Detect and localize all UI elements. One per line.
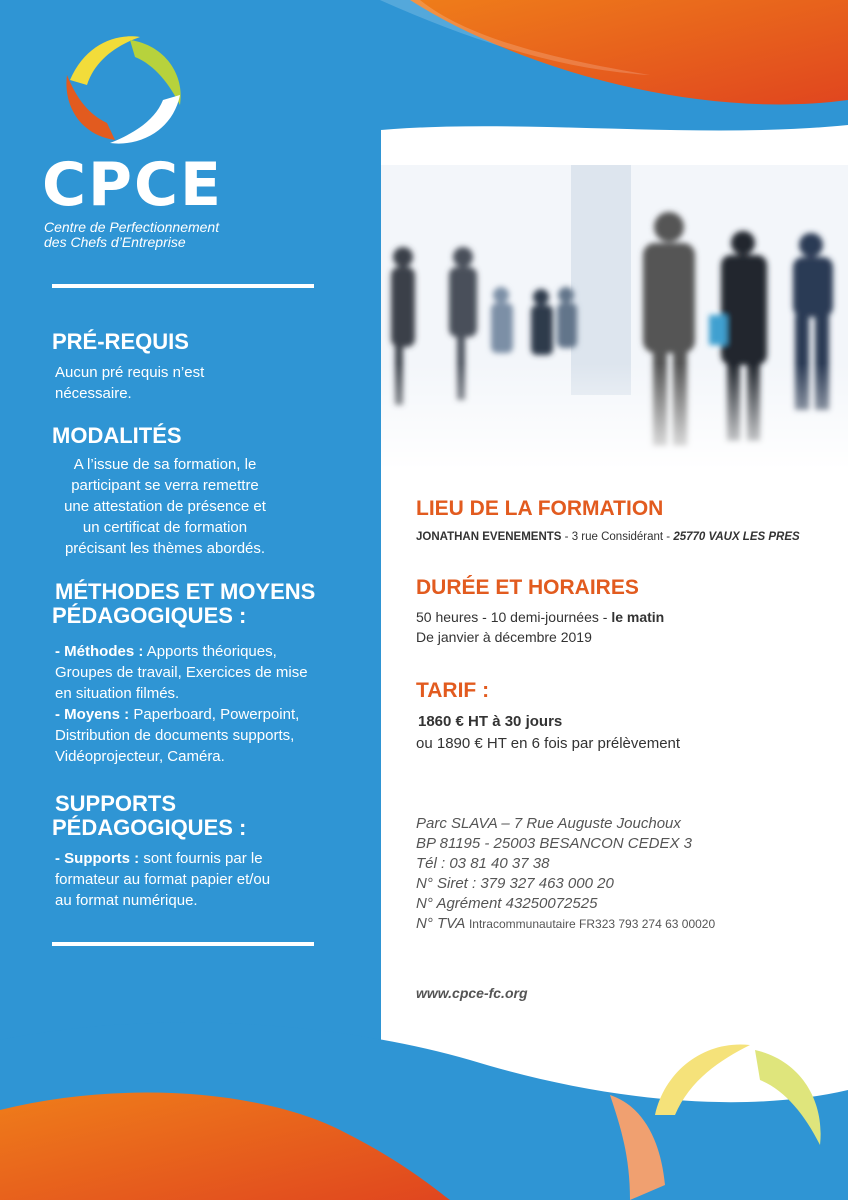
bottom-divider <box>52 942 314 946</box>
address-line: Parc SLAVA – 7 Rue Auguste Jouchoux <box>416 815 681 832</box>
modalites-line: précisant les thèmes abordés. <box>64 540 266 557</box>
methodes-title <box>52 579 316 628</box>
duree-text <box>416 607 664 647</box>
duree-time: le matin <box>611 609 665 625</box>
moyens-line: Distribution de documents supports, <box>55 727 295 744</box>
modalites-line: un certificat de formation <box>82 519 248 536</box>
cpce-address <box>416 814 715 934</box>
brand-subtitle <box>44 219 220 250</box>
tarif-title: TARIF : <box>416 679 490 702</box>
brand-subtitle-line1: Centre de Perfectionnement <box>44 219 220 235</box>
address-tva: Intracommunautaire FR323 793 274 63 00020 <box>468 917 716 931</box>
address-line: BP 81195 - 25003 BESANCON CEDEX 3 <box>416 835 692 852</box>
methodes-line: Groupes de travail, Exercices de mise <box>55 664 308 681</box>
modalites-title: MODALITÉS <box>52 423 182 448</box>
moyens-value: Paperboard, Powerpoint, <box>133 706 300 723</box>
lieu-details <box>416 531 800 543</box>
brand-name: CPCE <box>42 150 224 220</box>
modalites-line: A l’issue de sa formation, le <box>73 456 257 473</box>
address-agrement: N° Agrément 43250072525 <box>416 895 598 912</box>
duree-title: DURÉE ET HORAIRES <box>416 576 639 599</box>
supports-text <box>55 848 270 911</box>
methodes-title-line: MÉTHODES ET MOYENS <box>55 579 316 604</box>
supports-line: au format numérique. <box>55 892 198 909</box>
methodes-label: - Méthodes : <box>55 643 144 660</box>
website-link[interactable]: www.cpce-fc.org <box>416 985 528 1001</box>
prerequis-line: nécessaire. <box>55 385 132 402</box>
duree-line1: 50 heures - 10 demi-journées - <box>416 609 608 625</box>
methodes-line: en situation filmés. <box>55 685 180 702</box>
methodes-title-line: PÉDAGOGIQUES : <box>52 603 247 628</box>
supports-title-line: SUPPORTS <box>55 791 177 816</box>
modalites-line: participant se verra remettre <box>71 477 259 494</box>
methodes-value: Apports théoriques, <box>146 643 277 660</box>
prerequis-title: PRÉ-REQUIS <box>52 329 189 354</box>
lieu-city: 25770 VAUX LES PRES <box>673 531 800 543</box>
supports-title-line: PÉDAGOGIQUES : <box>52 815 247 840</box>
duree-line2: De janvier à décembre 2019 <box>416 629 592 645</box>
address-phone: Tél : 03 81 40 37 38 <box>416 855 550 872</box>
prerequis-text <box>55 362 204 404</box>
lieu-org: JONATHAN EVENEMENTS <box>416 531 562 543</box>
supports-value: sont fournis par le <box>143 850 263 867</box>
moyens-label: - Moyens : <box>55 706 130 723</box>
modalites-line: une attestation de présence et <box>64 498 266 515</box>
address-siret: N° Siret : 379 327 463 000 20 <box>416 875 614 892</box>
people-photo <box>381 165 848 470</box>
modalites-text <box>55 454 275 559</box>
lieu-street: - 3 rue Considérant - <box>564 531 671 543</box>
address-tva-label: N° TVA <box>416 915 465 932</box>
supports-label: - Supports : <box>55 850 140 867</box>
lieu-title: LIEU DE LA FORMATION <box>416 497 664 520</box>
prerequis-line: Aucun pré requis n’est <box>55 364 205 381</box>
tarif-line2: ou 1890 € HT en 6 fois par prélèvement <box>416 735 681 752</box>
tarif-text <box>416 711 680 755</box>
top-divider <box>52 284 314 288</box>
moyens-line: Vidéoprojecteur, Caméra. <box>55 748 225 765</box>
methodes-text <box>55 641 308 767</box>
brand-subtitle-line2: des Chefs d’Entreprise <box>44 234 186 250</box>
tarif-line1: 1860 € HT à 30 jours <box>418 713 563 730</box>
supports-line: formateur au format papier et/ou <box>55 871 271 888</box>
supports-title <box>52 791 247 840</box>
